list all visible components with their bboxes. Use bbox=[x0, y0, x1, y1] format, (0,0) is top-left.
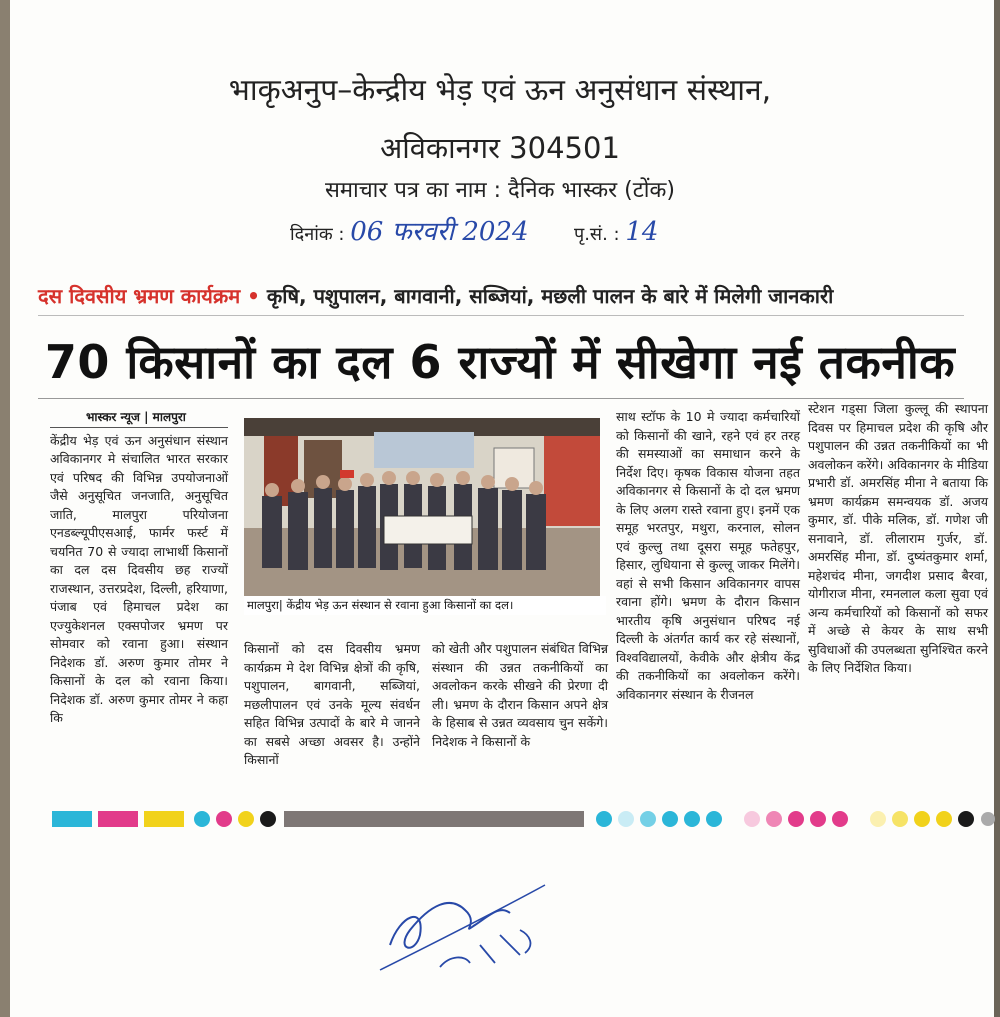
date-label: दिनांक : bbox=[290, 224, 345, 245]
date-value: 06 फरवरी 2024 bbox=[350, 217, 529, 247]
article-column-5: स्टेशन गड्सा जिला कुल्लू की स्थापना दिवस पर हिमाचल प्रदेश की कृषि और पशुपालन की उन्नत तकनीकियों का भी अवलोकन करेंगे। अविकानगर के मीडिया प्रभारी डॉ. अमरसिंह मीना ने बताया कि भ्रमण कार्यक्रम समन्वयक डॉ. अजय कुमार, डॉ. पीके मलिक, डॉ. गणेश जी सनावाने, डॉ. लीलाराम गुर्जर, डॉ. अमरसिंह मीना, डॉ. दुष्यंतकुमार शर्मा, महेशचंद मीना, जगदीश प्रसाद बैरवा, योगीराज मीना, रमनलाल कला सुवा एवं अन्य कर्मचारियों को किसानों को सफर में अच्छे से केयर के साथ सभी सुविधाओं की उपलब्धता सुनिश्चित करने के लिए निर्देशित किया। bbox=[808, 401, 988, 675]
institute-location: अविकानगर 304501 bbox=[380, 131, 620, 165]
byline: भास्कर न्यूज | मालपुरा bbox=[50, 408, 228, 428]
page-value: 14 bbox=[625, 217, 659, 247]
article-kicker bbox=[38, 282, 964, 316]
column-1-text: केंद्रीय भेड़ एवं ऊन अनुसंधान संस्थान अविकानगर मे संचालित भारत सरकार एवं परिषद की विभिन्न उपयोजनाओं जैसे अनुसूचित जनजाति, अनुसूचित जाति, मालपुरा परियोजना एनडब्ल्यूपीएसआई, फार्मर फर्स्ट में चयनित 70 से ज्यादा लाभार्थी किसानों का दल दस दिवसीय छह राज्यों राजस्थान, उत्तरप्रदेश, दिल्ली, हरियाणा, पंजाब एवं हिमाचल प्रदेश का एज्युकेशनल एक्सपोजर भ्रमण पर सोमवार को रवाना हुआ। संस्थान निदेशक डॉ. अरुण कुमार तोमर ने किसानों के दल को रवाना किया। निदेशक डॉ. अरुण कुमार तोमर ने कहा कि bbox=[50, 432, 228, 725]
article-column-1 bbox=[50, 408, 228, 728]
kicker-black-text: कृषि, पशुपालन, बागवानी, सब्जियां, मछली पालन के बारे में मिलेगी जानकारी bbox=[266, 284, 834, 308]
newspaper-name: समाचार पत्र का नाम : दैनिक भास्कर (टोंक) bbox=[324, 178, 675, 203]
kicker-red-text: दस दिवसीय भ्रमण कार्यक्रम • bbox=[38, 284, 260, 308]
institute-name: भाकृअनुप–केन्द्रीय भेड़ एवं ऊन अनुसंधान संस्थान, bbox=[228, 73, 772, 108]
divider bbox=[38, 398, 964, 399]
photo-caption: मालपुरा| केंद्रीय भेड़ ऊन संस्थान से रवाना हुआ किसानों का दल। bbox=[244, 596, 606, 615]
page-label: पृ.सं. : bbox=[573, 224, 620, 245]
handwritten-signature bbox=[370, 875, 570, 985]
article-headline: 70 किसानों का दल 6 राज्यों में सीखेगा नई तकनीक bbox=[44, 335, 956, 389]
article-column-3: को खेती और पशुपालन संबंधित विभिन्न संस्थान की उन्नत तकनीकियों का अवलोकन करके सीखने की प्रेरणा दी ली। भ्रमण के दौरान किसान अपने क्षेत्र के हिसाब से उन्नत व्यवसाय चुन सकेंगे। निदेशक ने किसानों के bbox=[432, 641, 608, 749]
article-column-2: किसानों को दस दिवसीय भ्रमण कार्यक्रम मे देश विभिन्न क्षेत्रों की कृषि, पशुपालन, बागवानी, सब्जियां, मछलीपालन एवं उनके मूल्य संवर्धन सहित विभिन्न उत्पादों के बारे मे जानने का सबसे अच्छा अवसर है। उन्होंने किसानों bbox=[244, 641, 420, 767]
date-line bbox=[290, 212, 658, 248]
article-column-4: साथ स्टॉफ के 10 मे ज्यादा कर्मचारियों को किसानों की खाने, रहने एवं हर तरह की समस्याओं का समाधान करने के निर्देश दिए। कृषक विकास योजना तहत अविकानगर से किसानों के दो दल भ्रमण के लिए अलग रास्ते रवाना हुए। इनमें एक समूह भरतपुर, मथुरा, करनाल, सोलन एवं कुल्लु तथा दूसरा समूह फतेहपुर, हिसार, लुधियाना से कुल्लू जाकर मिलेंगे। वहां से सभी किसान अविकानगर वापस रवाना होंगे। भ्रमण के दौरान किसान भारतीय कृषि अनुसंधान परिषद नई दिल्ली के अंतर्गत कार्य कर रहे संस्थानों, विश्वविद्यालयों, केवीके और क्षेत्रीय केंद्र की तकनीकियों का अवलोकन करेंगे। अविकानगर संस्थान के रीजनल bbox=[616, 409, 800, 702]
group-photo-illustration bbox=[244, 418, 600, 610]
print-color-bar bbox=[52, 808, 997, 830]
group-photo bbox=[244, 418, 600, 610]
